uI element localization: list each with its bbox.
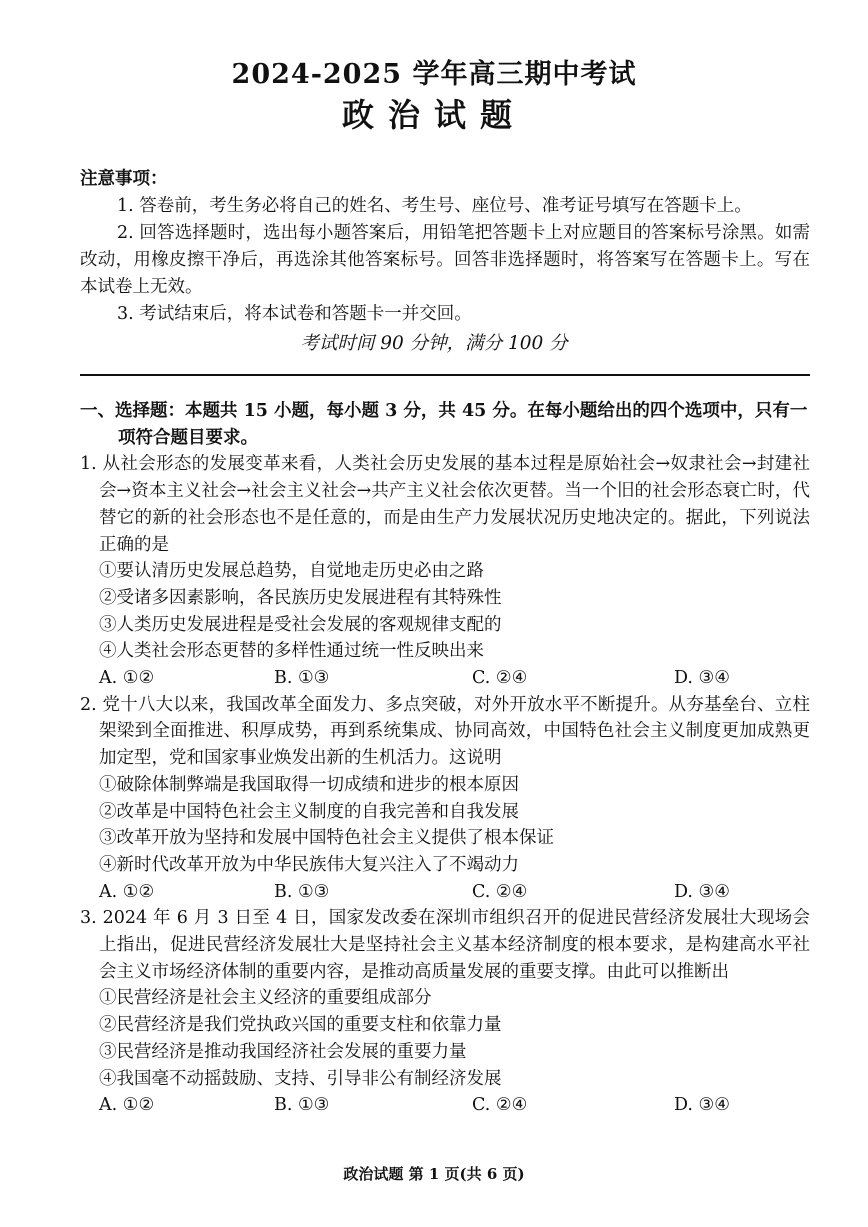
question-statement: ①要认清历史发展总趋势，自觉地走历史必由之路 [99,561,484,582]
answer-choices [80,665,810,692]
exam-time-info: 考试时间 90 分钟，满分 100 分 [300,333,568,354]
divider-line [80,374,810,376]
exam-title: 2024-2025 学年高三期中考试 [231,59,637,90]
answer-choices [80,1092,810,1119]
question-stem: 1. 从社会形态的发展变革来看，人类社会历史发展的基本过程是原始社会→奴隶社会→封建社会→资本主义社会→社会主义社会→共产主义社会依次更替。当一个旧的社会形态衰亡时，代替它的新的社会形态也不是任意的，而是由生产力发展状况历史地决定的。据此，下列说法正确的是 [80,454,810,555]
question-1 [80,451,810,691]
instructions-block [80,166,810,328]
instructions-heading: 注意事项： [80,169,168,189]
instruction-item: 3. 考试结束后，将本试卷和答题卡一并交回。 [117,304,472,324]
question-statement: ③民营经济是推动我国经济社会发展的重要力量 [99,1041,467,1062]
choice-d: D. ③④ [674,668,730,689]
question-statement: ②改革是中国特色社会主义制度的自我完善和自我发展 [99,801,519,822]
choice-c: C. ②④ [472,1095,528,1116]
question-statement: ①破除体制弊端是我国取得一切成绩和进步的根本原因 [99,774,519,795]
choice-c: C. ②④ [472,881,528,902]
section-heading: 一、选择题：本题共 15 小题，每小题 3 分，共 45 分。在每小题给出的四个选项中，只有一项符合题目要求。 [80,401,808,448]
choice-d: D. ③④ [674,1095,730,1116]
choice-b: B. ①③ [274,668,330,689]
question-statement: ④人类社会形态更替的多样性通过统一性反映出来 [99,641,484,662]
choice-a: A. ①② [99,1095,155,1116]
question-statement: ③改革开放为坚持和发展中国特色社会主义提供了根本保证 [99,828,554,849]
choice-b: B. ①③ [274,881,330,902]
question-2 [80,692,810,906]
choice-d: D. ③④ [674,881,730,902]
choice-b: B. ①③ [274,1095,330,1116]
question-3 [80,905,810,1119]
choice-a: A. ①② [99,668,155,689]
question-statement: ②受诸多因素影响，各民族历史发展进程有其特殊性 [99,587,502,608]
question-area [80,398,810,1119]
question-stem: 2. 党十八大以来，我国改革全面发力、多点突破，对外开放水平不断提升。从夯基垒台、立柱架梁到全面推进、积厚成势，再到系统集成、协同高效，中国特色社会主义制度更加成熟更加定型，党和国家事业焕发出新的生机活力。这说明 [80,694,810,769]
question-statement: ③人类历史发展进程是受社会发展的客观规律支配的 [99,614,502,635]
choice-a: A. ①② [99,881,155,902]
question-stem: 3. 2024 年 6 月 3 日至 4 日，国家发改委在深圳市组织召开的促进民营经济发展壮大现场会上指出，促进民营经济发展壮大是坚持社会主义基本经济制度的根本要求，是构建高水平社会主义市场经济体制的重要内容，是推动高质量发展的重要支撑。由此可以推断出 [80,908,810,982]
question-statement: ④我国毫不动摇鼓励、支持、引导非公有制经济发展 [99,1068,502,1089]
question-statement: ①民营经济是社会主义经济的重要组成部分 [99,988,432,1009]
instruction-item: 2. 回答选择题时，选出每小题答案后，用铅笔把答题卡上对应题目的答案标号涂黑。如需改动，用橡皮擦干净后，再选涂其他答案标号。回答非选择题时，将答案写在答题卡上。写在本试卷上无效。 [80,223,810,297]
exam-subject-title: 政治试题 [341,96,526,134]
question-statement: ②民营经济是我们党执政兴国的重要支柱和依靠力量 [99,1015,502,1036]
answer-choices [80,879,810,906]
choice-c: C. ②④ [472,668,528,689]
instruction-item: 1. 答卷前，考生务必将自己的姓名、考生号、座位号、准考证号填写在答题卡上。 [117,196,752,216]
page-footer: 政治试题 第 1 页(共 6 页) [343,1165,525,1183]
question-statement: ④新时代改革开放为中华民族伟大复兴注入了不竭动力 [99,854,519,875]
